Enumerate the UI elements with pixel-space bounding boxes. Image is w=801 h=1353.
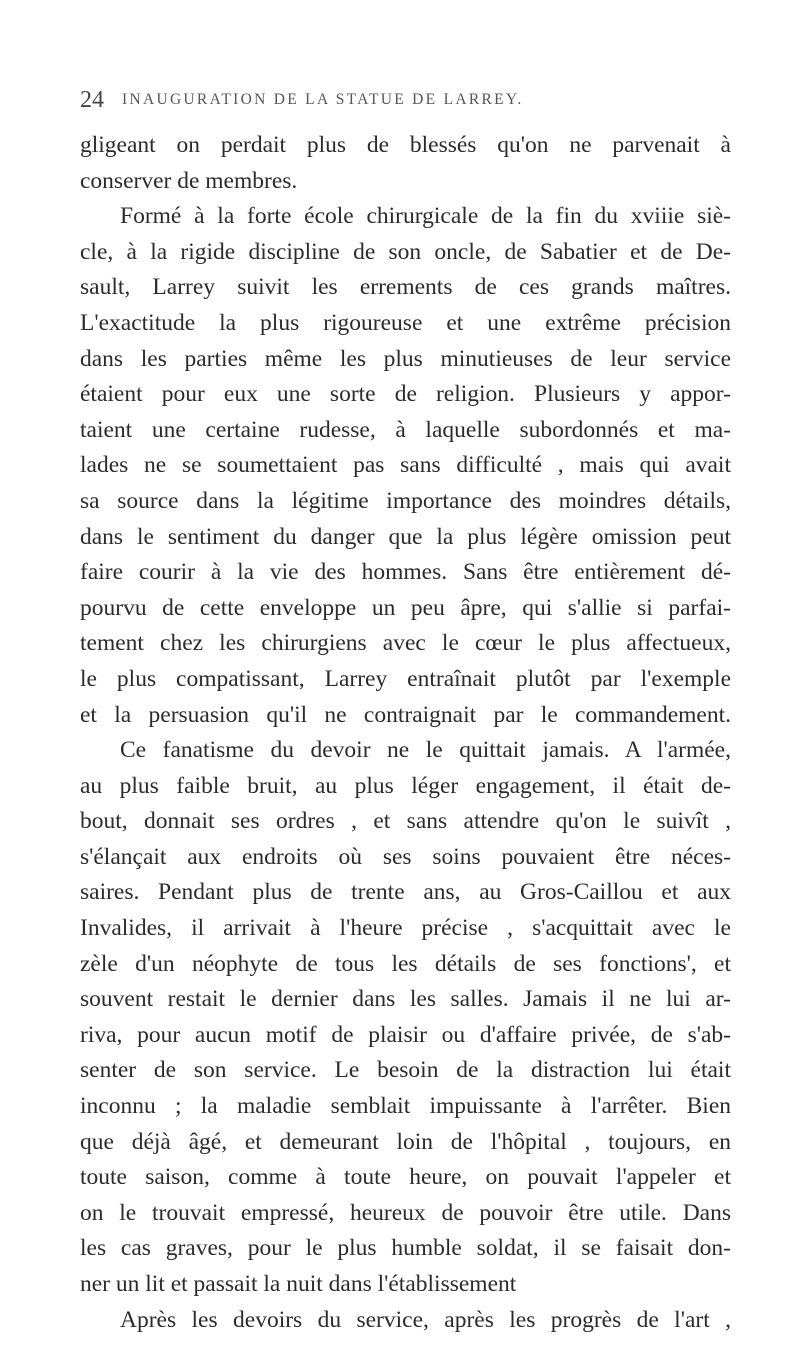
text-line: au plus faible bruit, au plus léger engagement, il était de- bbox=[80, 772, 731, 799]
running-title: INAUGURATION DE LA STATUE DE LARREY. bbox=[122, 91, 524, 108]
text-line: taient une certaine rudesse, à laquelle subordonnés et ma- bbox=[80, 416, 731, 443]
text-line: cle, à la rigide discipline de son oncle, de Sabatier et de De- bbox=[80, 238, 731, 265]
text-line: pourvu de cette enveloppe un peu âpre, qui s'allie si parfai- bbox=[80, 594, 731, 621]
text-line: saires. Pendant plus de trente ans, au Gros-Caillou et aux bbox=[80, 879, 731, 906]
text-line: sault, Larrey suivit les errements de ces grands maîtres. bbox=[80, 274, 731, 301]
text-line: le plus compatissant, Larrey entraînait plutôt par l'exemple bbox=[80, 665, 731, 692]
text-line: s'élançait aux endroits où ses soins pouvaient être néces- bbox=[80, 843, 731, 870]
text-line: conserver de membres. bbox=[80, 167, 298, 194]
text-line: gligeant on perdait plus de blessés qu'on ne parvenait à bbox=[80, 132, 731, 158]
page-number: 24 bbox=[80, 87, 104, 113]
running-head bbox=[80, 80, 730, 120]
text-line: senter de son service. Le besoin de la distraction lui était bbox=[80, 1057, 731, 1084]
text-line: riva, pour aucun motif de plaisir ou d'affaire privée, de s'ab- bbox=[80, 1021, 731, 1048]
text-line: Après les devoirs du service, après les progrès de l'art , bbox=[120, 1306, 731, 1333]
text-line: Invalides, il arrivait à l'heure précise , s'acquittait avec le bbox=[80, 915, 731, 942]
text-line: on le trouvait empressé, heureux de pouvoir être utile. Dans bbox=[80, 1199, 731, 1226]
text-line: dans les parties même les plus minutieuses de leur service bbox=[80, 345, 731, 372]
text-line: L'exactitude la plus rigoureuse et une extrême précision bbox=[80, 309, 731, 336]
text-line: Ce fanatisme du devoir ne le quittait jamais. A l'armée, bbox=[120, 737, 731, 764]
text-line: Formé à la forte école chirurgicale de la fin du xviiie siè- bbox=[120, 203, 731, 230]
text-line: zèle d'un néophyte de tous les détails de ses fonctions', et bbox=[80, 950, 731, 977]
text-line: inconnu ; la maladie semblait impuissante à l'arrêter. Bien bbox=[80, 1093, 731, 1120]
text-line: toute saison, comme à toute heure, on pouvait l'appeler et bbox=[80, 1164, 731, 1191]
text-line: sa source dans la légitime importance des moindres détails, bbox=[80, 487, 731, 514]
text-line: étaient pour eux une sorte de religion. Plusieurs y appor- bbox=[80, 381, 731, 408]
text-line: ner un lit et passait la nuit dans l'établissement bbox=[80, 1271, 517, 1297]
text-line: et la persuasion qu'il ne contraignait par le commandement. bbox=[80, 701, 731, 728]
text-line: que déjà âgé, et demeurant loin de l'hôpital , toujours, en bbox=[80, 1128, 731, 1155]
text-line: bout, donnait ses ordres , et sans attendre qu'on le suivît , bbox=[80, 808, 731, 835]
text-line: faire courir à la vie des hommes. Sans être entièrement dé- bbox=[80, 559, 731, 586]
text-line: souvent restait le dernier dans les salles. Jamais il ne lui ar- bbox=[80, 986, 731, 1013]
text-line: les cas graves, pour le plus humble soldat, il se faisait don- bbox=[80, 1235, 731, 1262]
body-text bbox=[80, 128, 731, 1338]
text-line: lades ne se soumettaient pas sans difficulté , mais qui avait bbox=[80, 452, 731, 479]
text-line: dans le sentiment du danger que la plus légère omission peut bbox=[80, 523, 731, 550]
text-line: tement chez les chirurgiens avec le cœur le plus affectueux, bbox=[80, 630, 731, 657]
